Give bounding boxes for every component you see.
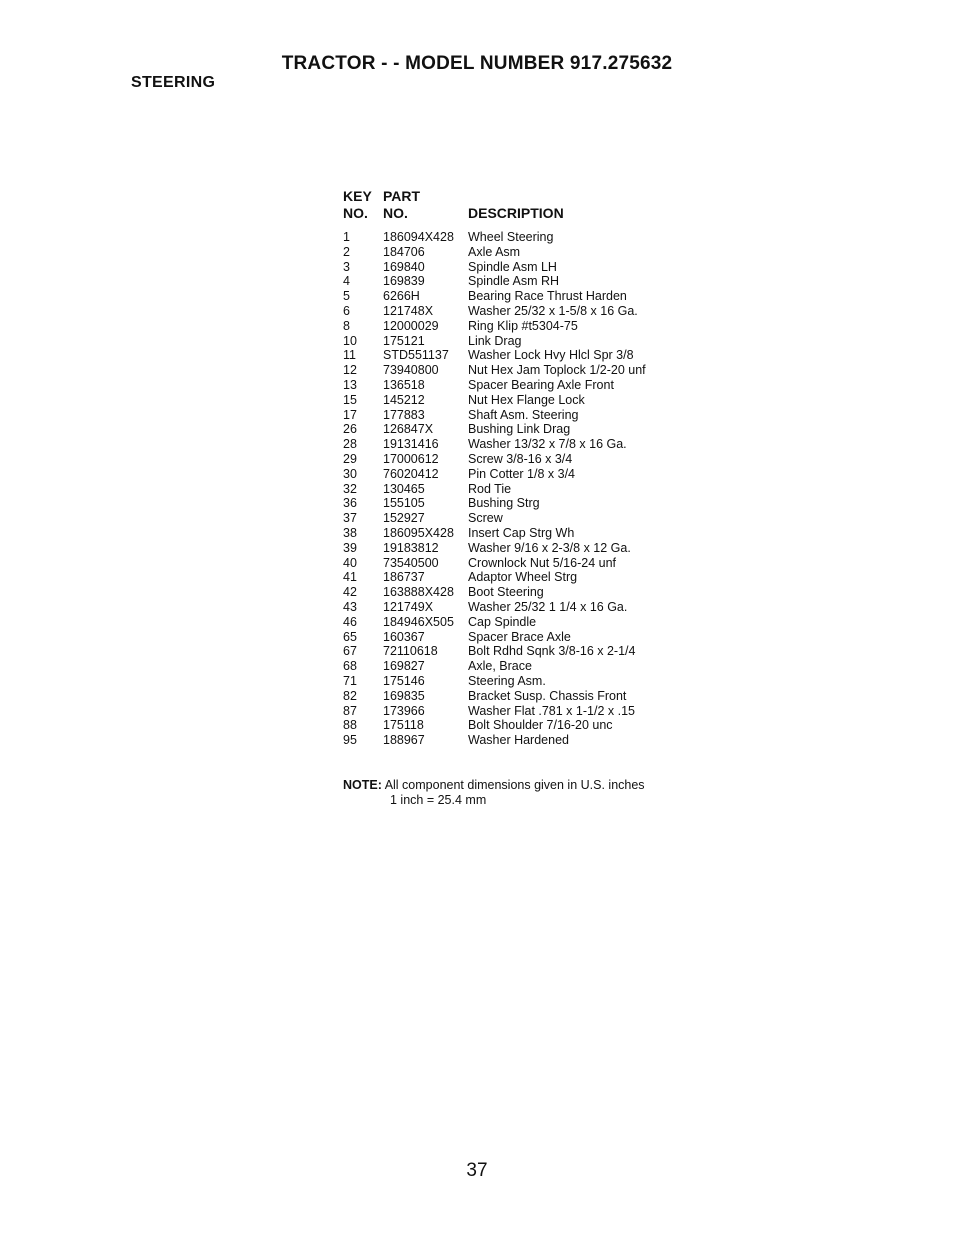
- table-row: [343, 600, 743, 615]
- key-no-cell: 11: [343, 348, 356, 363]
- part-no-cell: 186095X428: [383, 525, 454, 540]
- key-no-cell: 65: [343, 629, 357, 644]
- part-no-cell: 73540500: [383, 555, 439, 570]
- key-no-cell: 43: [343, 599, 357, 614]
- description-cell: Bolt Shoulder 7/16-20 unc: [468, 718, 613, 733]
- key-no-cell: 2: [343, 244, 350, 259]
- table-row: [343, 630, 743, 645]
- key-no-cell: 6: [343, 303, 350, 318]
- part-no-cell: 19183812: [383, 540, 439, 555]
- part-no-cell: 173966: [383, 703, 425, 718]
- table-row: [343, 570, 743, 585]
- description-cell: Washer 13/32 x 7/8 x 16 Ga.: [468, 437, 627, 452]
- table-row: [343, 467, 743, 482]
- description-cell: Shaft Asm. Steering: [468, 407, 579, 422]
- description-cell: Wheel Steering: [468, 230, 554, 244]
- key-no-cell: 8: [343, 318, 350, 333]
- table-row: [343, 230, 743, 245]
- description-cell: Screw 3/8-16 x 3/4: [468, 451, 573, 466]
- description-cell: Spindle Asm LH: [468, 259, 557, 274]
- description-cell: Steering Asm.: [468, 673, 546, 688]
- description-cell: Adaptor Wheel Strg: [468, 570, 578, 585]
- table-row: [343, 274, 743, 289]
- description-cell: Spacer Bearing Axle Front: [468, 377, 614, 392]
- description-cell: Bushing Link Drag: [468, 422, 571, 437]
- table-header-row-2: [343, 205, 743, 222]
- key-no-cell: 17: [343, 407, 357, 422]
- description-cell: Bracket Susp. Chassis Front: [468, 688, 627, 703]
- key-no-cell: 68: [343, 659, 357, 674]
- key-no-cell: 10: [343, 333, 357, 348]
- part-no-cell: STD551137: [383, 348, 449, 363]
- part-no-cell: 152927: [383, 511, 425, 526]
- part-no-cell: 130465: [383, 481, 425, 496]
- description-cell: Axle Asm: [468, 244, 521, 259]
- key-no-cell: 13: [343, 377, 357, 392]
- table-row: [343, 319, 743, 334]
- description-cell: Bolt Rdhd Sqnk 3/8-16 x 2-1/4: [468, 644, 636, 659]
- table-row: [343, 437, 743, 452]
- table-row: [343, 615, 743, 630]
- description-cell: Washer 9/16 x 2-3/8 x 12 Ga.: [468, 540, 631, 555]
- part-no-cell: 163888X428: [383, 585, 454, 600]
- note-text: All component dimensions given in U.S. inches: [384, 778, 645, 792]
- key-no-cell: 67: [343, 644, 357, 659]
- description-cell: Insert Cap Strg Wh: [468, 525, 575, 540]
- part-no-cell: 184706: [383, 244, 425, 259]
- table-row: [343, 689, 743, 704]
- key-no-cell: 41: [343, 570, 357, 585]
- table-row: [343, 482, 743, 497]
- description-cell: Spindle Asm RH: [468, 274, 560, 289]
- table-row: [343, 718, 743, 733]
- table-row: [343, 496, 743, 511]
- table-row: [343, 334, 743, 349]
- part-no-cell: 12000029: [383, 318, 439, 333]
- table-row: [343, 704, 743, 719]
- key-no-cell: 1: [343, 230, 350, 244]
- part-no-cell: 19131416: [383, 437, 439, 452]
- table-row: [343, 644, 743, 659]
- table-row: [343, 511, 743, 526]
- description-cell: Rod Tie: [468, 481, 512, 496]
- key-no-cell: 28: [343, 437, 357, 452]
- part-no-cell: 169840: [383, 259, 425, 274]
- header-part-line2: NO.: [383, 205, 408, 221]
- description-cell: Washer 25/32 1 1/4 x 16 Ga.: [468, 599, 628, 614]
- part-no-cell: 184946X505: [383, 614, 454, 629]
- description-cell: Boot Steering: [468, 585, 544, 600]
- table-row: [343, 304, 743, 319]
- note-line1: [343, 778, 645, 793]
- key-no-cell: 42: [343, 585, 357, 600]
- table-row: [343, 408, 743, 423]
- description-cell: Cap Spindle: [468, 614, 537, 629]
- table-row: [343, 245, 743, 260]
- part-no-cell: 6266H: [383, 289, 420, 304]
- description-cell: Washer Flat .781 x 1-1/2 x .15: [468, 703, 635, 718]
- parts-list: [343, 230, 743, 748]
- description-cell: Screw: [468, 511, 503, 526]
- table-row: [343, 363, 743, 378]
- part-no-cell: 175121: [383, 333, 425, 348]
- table-row: [343, 348, 743, 363]
- table-row: [343, 733, 743, 748]
- header-key-line2: NO.: [343, 205, 368, 221]
- part-no-cell: 186737: [383, 570, 425, 585]
- table-row: [343, 378, 743, 393]
- table-row: [343, 393, 743, 408]
- part-no-cell: 175146: [383, 673, 425, 688]
- part-no-cell: 126847X: [383, 422, 434, 437]
- part-no-cell: 72110618: [383, 644, 438, 659]
- part-no-cell: 160367: [383, 629, 425, 644]
- part-no-cell: 177883: [383, 407, 425, 422]
- key-no-cell: 12: [343, 363, 357, 378]
- table-row: [343, 526, 743, 541]
- part-no-cell: 155105: [383, 496, 425, 511]
- table-row: [343, 289, 743, 304]
- description-cell: Washer Hardened: [468, 733, 569, 748]
- section-title: STEERING: [131, 74, 216, 91]
- key-no-cell: 36: [343, 496, 357, 511]
- description-cell: Washer Lock Hvy Hlcl Spr 3/8: [468, 348, 634, 363]
- key-no-cell: 39: [343, 540, 357, 555]
- description-cell: Spacer Brace Axle: [468, 629, 571, 644]
- key-no-cell: 88: [343, 718, 357, 733]
- key-no-cell: 87: [343, 703, 357, 718]
- table-row: [343, 585, 743, 600]
- key-no-cell: 4: [343, 274, 350, 289]
- description-cell: Axle, Brace: [468, 659, 532, 674]
- description-cell: Pin Cotter 1/8 x 3/4: [468, 466, 576, 481]
- note: [343, 778, 645, 808]
- key-no-cell: 37: [343, 511, 357, 526]
- key-no-cell: 71: [343, 673, 357, 688]
- page-number: 37: [466, 1160, 488, 1181]
- part-no-cell: 169827: [383, 659, 425, 674]
- table-row: [343, 659, 743, 674]
- part-no-cell: 136518: [383, 377, 425, 392]
- part-no-cell: 188967: [383, 733, 425, 748]
- key-no-cell: 95: [343, 733, 357, 748]
- description-cell: Nut Hex Jam Toplock 1/2-20 unf: [468, 363, 646, 378]
- part-no-cell: 73940800: [383, 363, 439, 378]
- part-no-cell: 169839: [383, 274, 425, 289]
- table-row: [343, 674, 743, 689]
- key-no-cell: 3: [343, 259, 350, 274]
- key-no-cell: 15: [343, 392, 357, 407]
- part-no-cell: 76020412: [383, 466, 439, 481]
- header-description: DESCRIPTION: [468, 205, 564, 221]
- part-no-cell: 186094X428: [383, 230, 454, 244]
- description-cell: Crownlock Nut 5/16-24 unf: [468, 555, 616, 570]
- part-no-cell: 169835: [383, 688, 425, 703]
- table-row: [343, 260, 743, 275]
- description-cell: Bearing Race Thrust Harden: [468, 289, 627, 304]
- description-cell: Bushing Strg: [468, 496, 540, 511]
- key-no-cell: 29: [343, 451, 357, 466]
- header-part-line1: PART: [383, 188, 421, 204]
- table-row: [343, 422, 743, 437]
- key-no-cell: 38: [343, 525, 357, 540]
- key-no-cell: 5: [343, 289, 350, 304]
- note-label: NOTE:: [343, 778, 382, 792]
- part-no-cell: 17000612: [383, 451, 439, 466]
- key-no-cell: 26: [343, 422, 357, 437]
- key-no-cell: 30: [343, 466, 357, 481]
- key-no-cell: 46: [343, 614, 357, 629]
- part-no-cell: 145212: [383, 392, 425, 407]
- description-cell: Link Drag: [468, 333, 522, 348]
- key-no-cell: 40: [343, 555, 357, 570]
- table-row: [343, 556, 743, 571]
- part-no-cell: 121748X: [383, 303, 434, 318]
- table-row: [343, 452, 743, 467]
- key-no-cell: 82: [343, 688, 357, 703]
- table-row: [343, 541, 743, 556]
- part-no-cell: 175118: [383, 718, 424, 733]
- description-cell: Ring Klip #t5304-75: [468, 318, 578, 333]
- document-title: TRACTOR - - MODEL NUMBER 917.275632: [281, 53, 673, 74]
- description-cell: Washer 25/32 x 1-5/8 x 16 Ga.: [468, 303, 638, 318]
- note-line2: 1 inch = 25.4 mm: [390, 793, 487, 807]
- header-key-line1: KEY: [343, 188, 372, 204]
- table-header-row-1: [343, 188, 743, 205]
- part-no-cell: 121749X: [383, 599, 434, 614]
- parts-table: [343, 188, 743, 748]
- description-cell: Nut Hex Flange Lock: [468, 392, 585, 407]
- key-no-cell: 32: [343, 481, 357, 496]
